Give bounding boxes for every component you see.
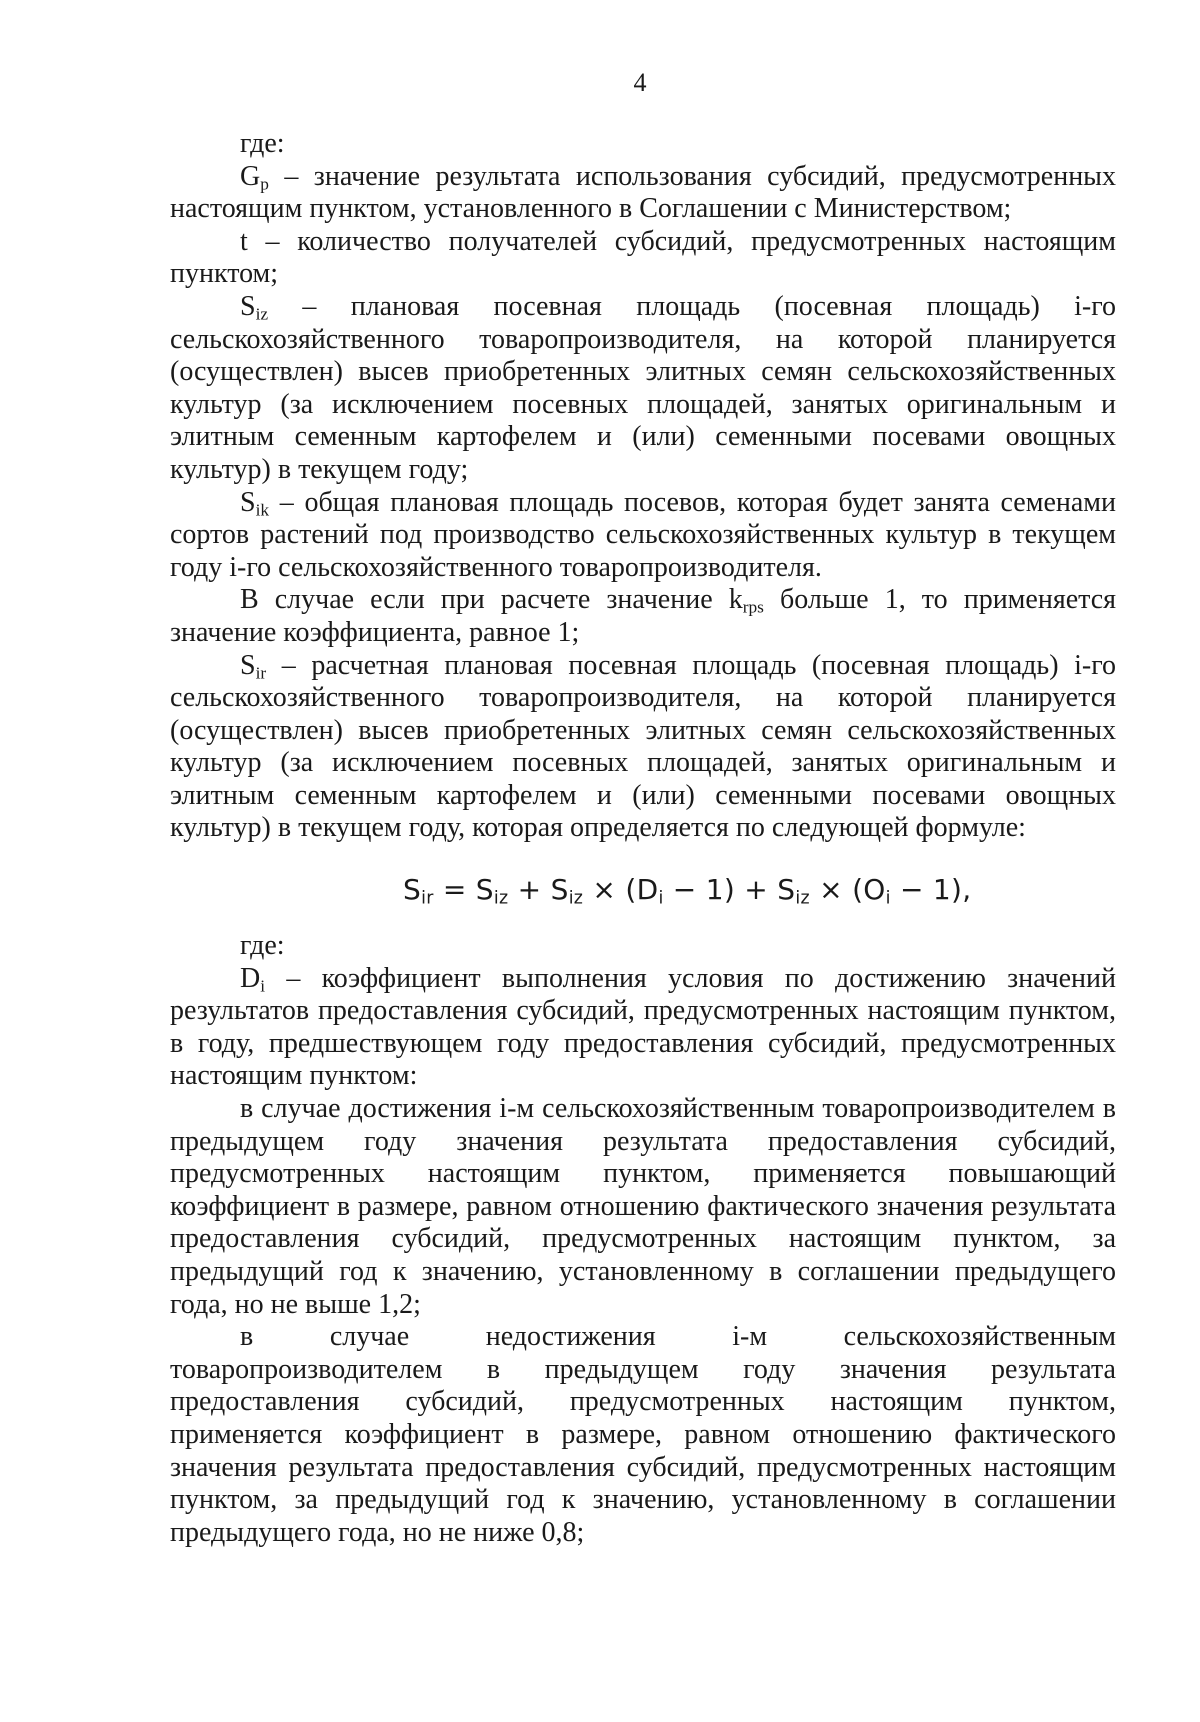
formula-sub: i: [885, 888, 891, 909]
subscript-ir: ir: [255, 662, 267, 682]
definition-text: – значение результата использования субсидий, предусмотренных настоящим пунктом, установленного в Соглашении с Министерством;: [170, 160, 1116, 225]
subscript-p: р: [260, 173, 269, 193]
paragraph-where-2: где:: [240, 930, 285, 962]
text-before: В случае если при расчете значение k: [240, 584, 743, 616]
subscript-ik: ik: [255, 499, 270, 519]
formula-term: + S: [508, 873, 569, 907]
paragraph-t-definition: t – количество получателей субсидий, предусмотренных настоящим пунктом;: [170, 225, 1116, 290]
formula-term: − 1) + S: [663, 873, 796, 907]
page-number: 4: [633, 68, 647, 97]
definition-text: – расчетная плановая посевная площадь (посевная площадь) i-го сельскохозяйственного товаропроизводителя, на которой планируется (осуществлен) высев приобретенных элитных семян сельскохозяйственных культур (за исключением посевных площадей, занятых оригинальным и элитным семенным картофелем и (или) семенными посевами овощных культур) в текущем году, которая определяется по следующей формуле:: [170, 649, 1116, 844]
variable-s: S: [240, 486, 256, 518]
paragraph-gp-definition: [170, 161, 1116, 226]
text-after: больше 1, то применяется значение коэффициента, равное 1;: [170, 584, 1117, 648]
formula-sub: iz: [568, 888, 584, 909]
subscript-iz: iz: [255, 304, 269, 324]
paragraph-achievement-case: в случае достижения i-м сельскохозяйственным товаропроизводителем в предыдущем году значения результата предоставления субсидий, предусмотренных настоящим пунктом, применяется повышающий коэффициент в размере, равном отношению фактического значения результата предоставления субсидий, предусмотренных настоящим пунктом, за предыдущий год к значению, установленному в соглашении предыдущего года, но не выше 1,2;: [170, 1093, 1116, 1320]
paragraph-siz-definition: [170, 291, 1116, 487]
variable-s: S: [240, 649, 256, 681]
paragraph-sik-definition: [170, 487, 1116, 585]
formula-sub: iz: [493, 888, 509, 909]
definition-text: – плановая посевная площадь (посевная площадь) i-го сельскохозяйственного товаропроизводителя, на которой планируется (осуществлен) высев приобретенных элитных семян сельскохозяйственных культур (за исключением посевных площадей, занятых оригинальным и элитным семенным картофелем и (или) семенными посевами овощных культур) в текущем году;: [170, 290, 1116, 485]
paragraph-di-definition: [170, 963, 1116, 1093]
formula-sir: [170, 870, 1116, 910]
variable-g: G: [240, 160, 261, 192]
formula-term: × (O: [809, 873, 886, 907]
formula-term: = S: [433, 873, 494, 907]
paragraph-where-1: где:: [240, 128, 285, 159]
formula-term: − 1),: [890, 873, 972, 907]
formula-sub: ir: [421, 888, 434, 909]
variable-d: D: [240, 962, 261, 994]
definition-text: – коэффициент выполнения условия по достижению значений результатов предоставления субсидий, предусмотренных настоящим пунктом, в году, предшествующем году предоставления субсидий, предусмотренных настоящим пунктом:: [170, 962, 1116, 1092]
formula-lhs: S: [403, 873, 422, 907]
paragraph-sir-definition: [170, 650, 1116, 846]
formula-sub: iz: [795, 888, 810, 909]
formula-term: × (D: [583, 873, 659, 907]
formula-sub: i: [658, 888, 664, 909]
subscript-rps: rps: [742, 597, 764, 617]
paragraph-krps-note: [170, 584, 1116, 649]
paragraph-non-achievement-case: в случае недостижения i-м сельскохозяйственным товаропроизводителем в предыдущем году значения результата предоставления субсидий, предусмотренных настоящим пунктом, применяется коэффициент в размере, равном отношению фактического значения результата предоставления субсидий, предусмотренных настоящим пунктом, за предыдущий год к значению, установленному в соглашении предыдущего года, но не ниже 0,8;: [170, 1321, 1116, 1548]
variable-s: S: [240, 290, 256, 322]
definition-text: – общая плановая площадь посевов, которая будет занята семенами сортов растений под производство сельскохозяйственных культур в текущем году i-го сельскохозяйственного товаропроизводителя.: [170, 486, 1116, 583]
subscript-i: i: [260, 975, 266, 995]
document-body: [170, 128, 1116, 1549]
